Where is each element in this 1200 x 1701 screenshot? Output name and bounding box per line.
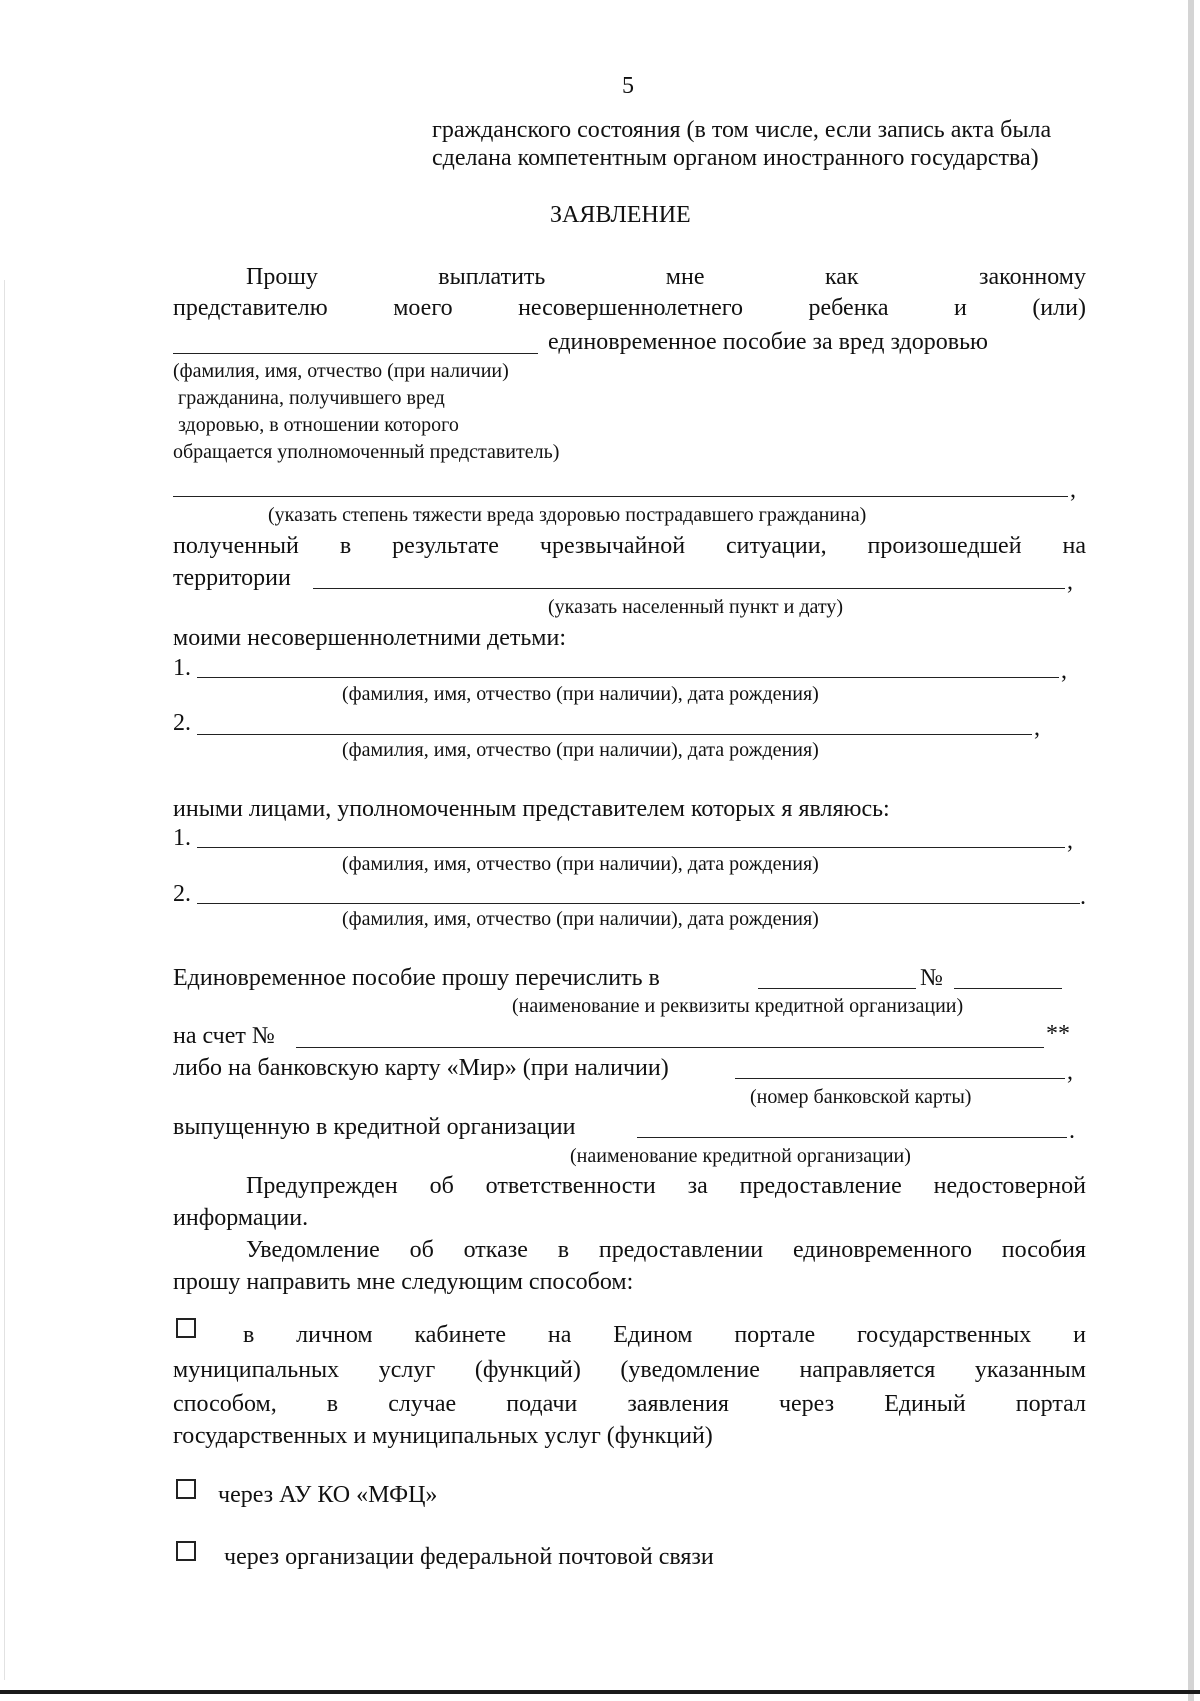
word: недостоверной (933, 1173, 1086, 1199)
injury-severity-caption: (указать степень тяжести вреда здоровью пострадавшего гражданина) (268, 504, 867, 526)
child-2-number: 2. (173, 710, 191, 736)
post-label: через организации федеральной почтовой связи (224, 1544, 714, 1570)
word: выплатить (438, 264, 546, 290)
page-number: 5 (622, 73, 634, 99)
other-persons-heading: иными лицами, уполномоченным представителем которых я являюсь: (173, 796, 890, 822)
other-2-field[interactable] (197, 903, 1080, 904)
citizen-caption-4: обращается уполномоченный представитель) (173, 441, 560, 463)
word: предоставлении (598, 1237, 764, 1263)
word: в (243, 1322, 255, 1348)
territory-label: территории (173, 565, 291, 591)
received-line (173, 534, 1086, 558)
word: предоставление (739, 1173, 902, 1199)
bank-number-field[interactable] (954, 988, 1062, 989)
account-label: на счет № (173, 1023, 275, 1049)
word: за (687, 1173, 708, 1199)
citizen-caption-3: здоровью, в отношении которого (178, 414, 459, 436)
word: случае (388, 1391, 457, 1417)
word: законному (979, 264, 1086, 290)
word: произошедшей (867, 533, 1022, 559)
word: способом, (173, 1391, 277, 1417)
warning-line (246, 1174, 1086, 1198)
card-caption: (номер банковской карты) (750, 1086, 972, 1108)
word: пособия (1001, 1237, 1086, 1263)
word: кабинете (414, 1322, 507, 1348)
word: подачи (506, 1391, 578, 1417)
word: несовершеннолетнего (518, 295, 744, 321)
word: на (547, 1322, 572, 1348)
comma: , (1061, 658, 1067, 684)
card-number-field[interactable] (735, 1078, 1065, 1079)
territory-field[interactable] (313, 588, 1065, 589)
card-label: либо на банковскую карту «Мир» (при наличии) (173, 1055, 669, 1081)
post-checkbox[interactable] (176, 1541, 196, 1561)
word: муниципальных (173, 1357, 340, 1383)
word: об (409, 1237, 434, 1263)
comma: , (1070, 477, 1076, 503)
word: и (1073, 1322, 1086, 1348)
portal-line-2 (173, 1358, 1086, 1382)
word: единовременного (792, 1237, 972, 1263)
word: заявления (627, 1391, 729, 1417)
warning-end: информации. (173, 1205, 309, 1231)
word: мне (665, 264, 705, 290)
word: чрезвычайной (539, 533, 686, 559)
word: через (778, 1391, 835, 1417)
word: Предупрежден (246, 1173, 398, 1199)
word: полученный (173, 533, 299, 559)
intro-line-1 (246, 265, 1086, 289)
scan-left-edge (4, 280, 5, 1680)
mfc-label: через АУ КО «МФЦ» (218, 1482, 438, 1508)
portal-checkbox[interactable] (176, 1318, 196, 1338)
word: и (953, 295, 967, 321)
word: отказе (463, 1237, 528, 1263)
notice-line (246, 1238, 1086, 1262)
child-2-field[interactable] (197, 734, 1032, 735)
other-2-number: 2. (173, 881, 191, 907)
word: результате (392, 533, 499, 559)
word: портал (1015, 1391, 1086, 1417)
portal-line-3 (173, 1392, 1086, 1416)
other-2-caption: (фамилия, имя, отчество (при наличии), дата рождения) (342, 908, 819, 930)
word: услуг (378, 1357, 436, 1383)
word: указанным (974, 1357, 1086, 1383)
word: ответственности (485, 1173, 656, 1199)
word: представителю (173, 295, 328, 321)
account-mark: ** (1046, 1021, 1070, 1047)
issued-caption: (наименование кредитной организации) (570, 1145, 911, 1167)
word: Единый (884, 1391, 966, 1417)
word: ребенка (808, 295, 889, 321)
issued-label: выпущенную в кредитной организации (173, 1114, 576, 1140)
word: личном (296, 1322, 373, 1348)
comma: , (1067, 828, 1073, 854)
word: направляется (799, 1357, 936, 1383)
other-1-caption: (фамилия, имя, отчество (при наличии), дата рождения) (342, 853, 819, 875)
child-1-field[interactable] (197, 677, 1059, 678)
portal-line-1 (243, 1323, 1086, 1347)
word: на (1062, 533, 1086, 559)
citizen-caption-2: гражданина, получившего вред (178, 387, 445, 409)
other-1-field[interactable] (197, 847, 1065, 848)
bank-caption: (наименование и реквизиты кредитной организации) (512, 995, 964, 1017)
notice-end: прошу направить мне следующим способом: (173, 1269, 634, 1295)
children-heading: моими несовершеннолетними детьми: (173, 625, 566, 651)
word: (или) (1032, 295, 1086, 321)
other-1-number: 1. (173, 825, 191, 851)
word: (функций) (474, 1357, 581, 1383)
portal-line-4: государственных и муниципальных услуг (функций) (173, 1423, 713, 1449)
citizen-caption-1: (фамилия, имя, отчество (при наличии) (173, 360, 509, 382)
word: в (326, 1391, 339, 1417)
word: Едином (613, 1322, 693, 1348)
bank-field[interactable] (758, 988, 916, 989)
period: . (1080, 884, 1086, 910)
scan-right-edge (1188, 0, 1194, 1701)
intro-line-2 (173, 296, 1086, 320)
injury-severity-field[interactable] (173, 496, 1068, 497)
period: . (1069, 1118, 1075, 1144)
account-number-field[interactable] (296, 1047, 1044, 1048)
word: Уведомление (246, 1237, 380, 1263)
child-1-number: 1. (173, 655, 191, 681)
word: об (429, 1173, 454, 1199)
number-sign: № (920, 965, 943, 991)
word: в (339, 533, 352, 559)
child-1-caption: (фамилия, имя, отчество (при наличии), дата рождения) (342, 683, 819, 705)
header-line-1: гражданского состояния (в том числе, если запись акта была (432, 117, 1052, 143)
scan-bottom-edge (0, 1690, 1200, 1694)
header-line-2: сделана компетентным органом иностранного государства) (432, 145, 1039, 171)
word: Прошу (246, 264, 318, 290)
word: моего (393, 295, 453, 321)
citizen-name-field[interactable] (173, 353, 538, 354)
mfc-checkbox[interactable] (176, 1479, 196, 1499)
comma: , (1034, 715, 1040, 741)
word: (уведомление (620, 1357, 760, 1383)
word: в (557, 1237, 570, 1263)
word: как (824, 264, 859, 290)
issued-bank-field[interactable] (637, 1137, 1067, 1138)
child-2-caption: (фамилия, имя, отчество (при наличии), дата рождения) (342, 739, 819, 761)
intro-line-3: единовременное пособие за вред здоровью (548, 329, 988, 355)
word: государственных (856, 1322, 1032, 1348)
comma: , (1067, 1059, 1073, 1085)
transfer-label: Единовременное пособие прошу перечислить в (173, 965, 660, 991)
page-title: ЗАЯВЛЕНИЕ (550, 202, 691, 228)
comma: , (1067, 569, 1073, 595)
word: ситуации, (726, 533, 827, 559)
word: портале (734, 1322, 816, 1348)
territory-caption: (указать населенный пункт и дату) (548, 596, 844, 618)
